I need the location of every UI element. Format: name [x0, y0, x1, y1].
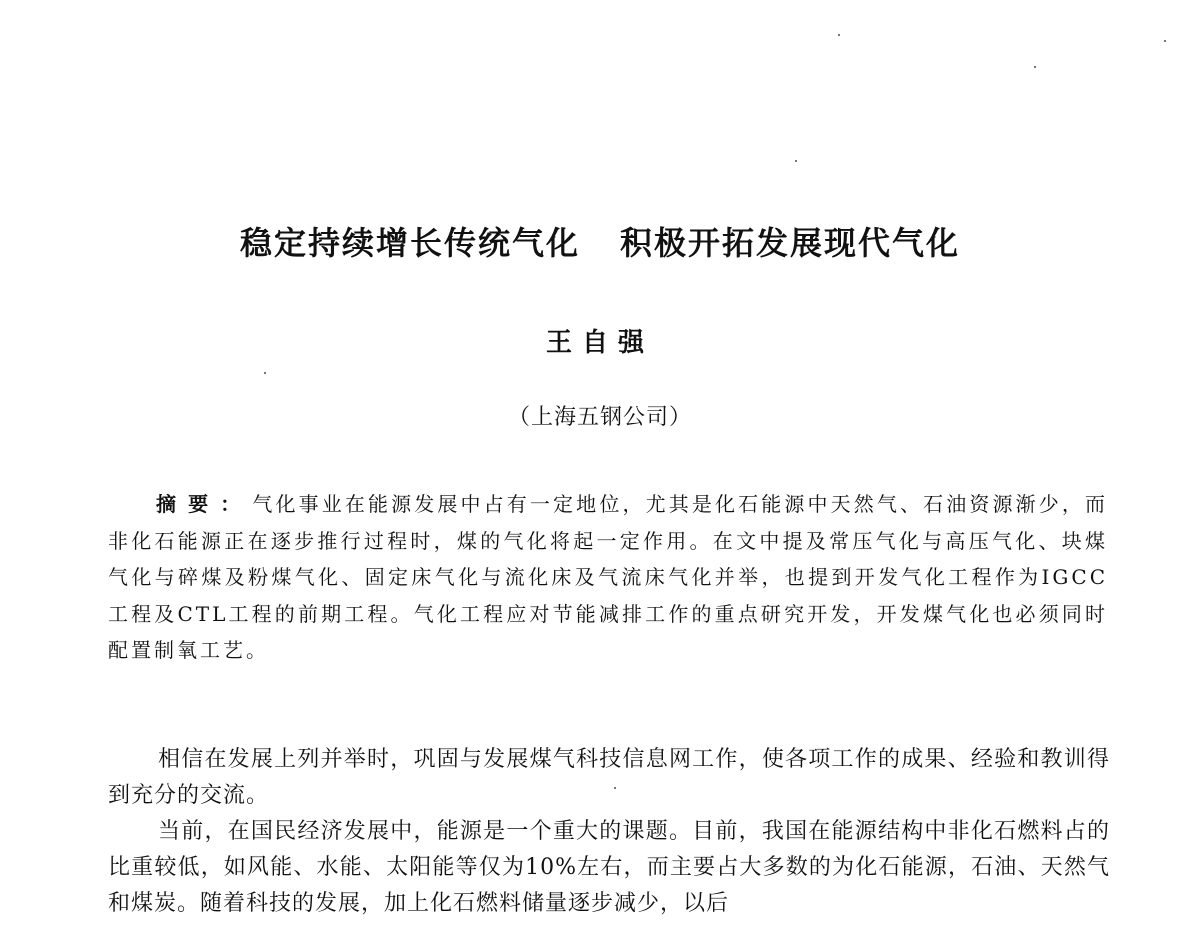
body-text	[108, 742, 1110, 922]
paper-title	[0, 218, 1200, 264]
scan-speck	[795, 160, 797, 162]
title-part-2: 积极开拓发展现代气化	[620, 224, 961, 262]
body-paragraph: 当前，在国民经济发展中，能源是一个重大的课题。目前，我国在能源结构中非化石燃料占的比重较低，如风能、水能、太阳能等仅为10%左右，而主要占大多数的为化石能源，石油、天然气和煤炭。随着科技的发展，加上化石燃料储量逐步减少，以后	[108, 819, 1110, 916]
scan-speck	[1034, 66, 1036, 68]
abstract-label: 摘要：	[156, 492, 253, 516]
title-part-1: 稳定持续增长传统气化	[239, 224, 580, 262]
abstract	[108, 486, 1108, 669]
author-name: 王自强	[545, 328, 654, 358]
scan-speck	[838, 34, 840, 36]
scan-speck	[264, 372, 266, 374]
scan-speck	[1164, 40, 1166, 42]
author-affiliation: （上海五钢公司）	[507, 405, 692, 430]
abstract-text: 气化事业在能源发展中占有一定地位，尤其是化石能源中天然气、石油资源渐少，而非化石能源正在逐步推行过程时，煤的气化将起一定作用。在文中提及常压气化与高压气化、块煤气化与碎煤及粉煤气化、固定床气化与流化床及气流床气化并举，也提到开发气化工程作为IGCC工程及CTL工程的前期工程。气化工程应对节能减排工作的重点研究开发，开发煤气化也必须同时配置制氧工艺。	[108, 492, 1109, 662]
body-paragraph: 相信在发展上列并举时，巩固与发展煤气科技信息网工作，使各项工作的成果、经验和教训得到充分的交流。	[108, 747, 1110, 808]
